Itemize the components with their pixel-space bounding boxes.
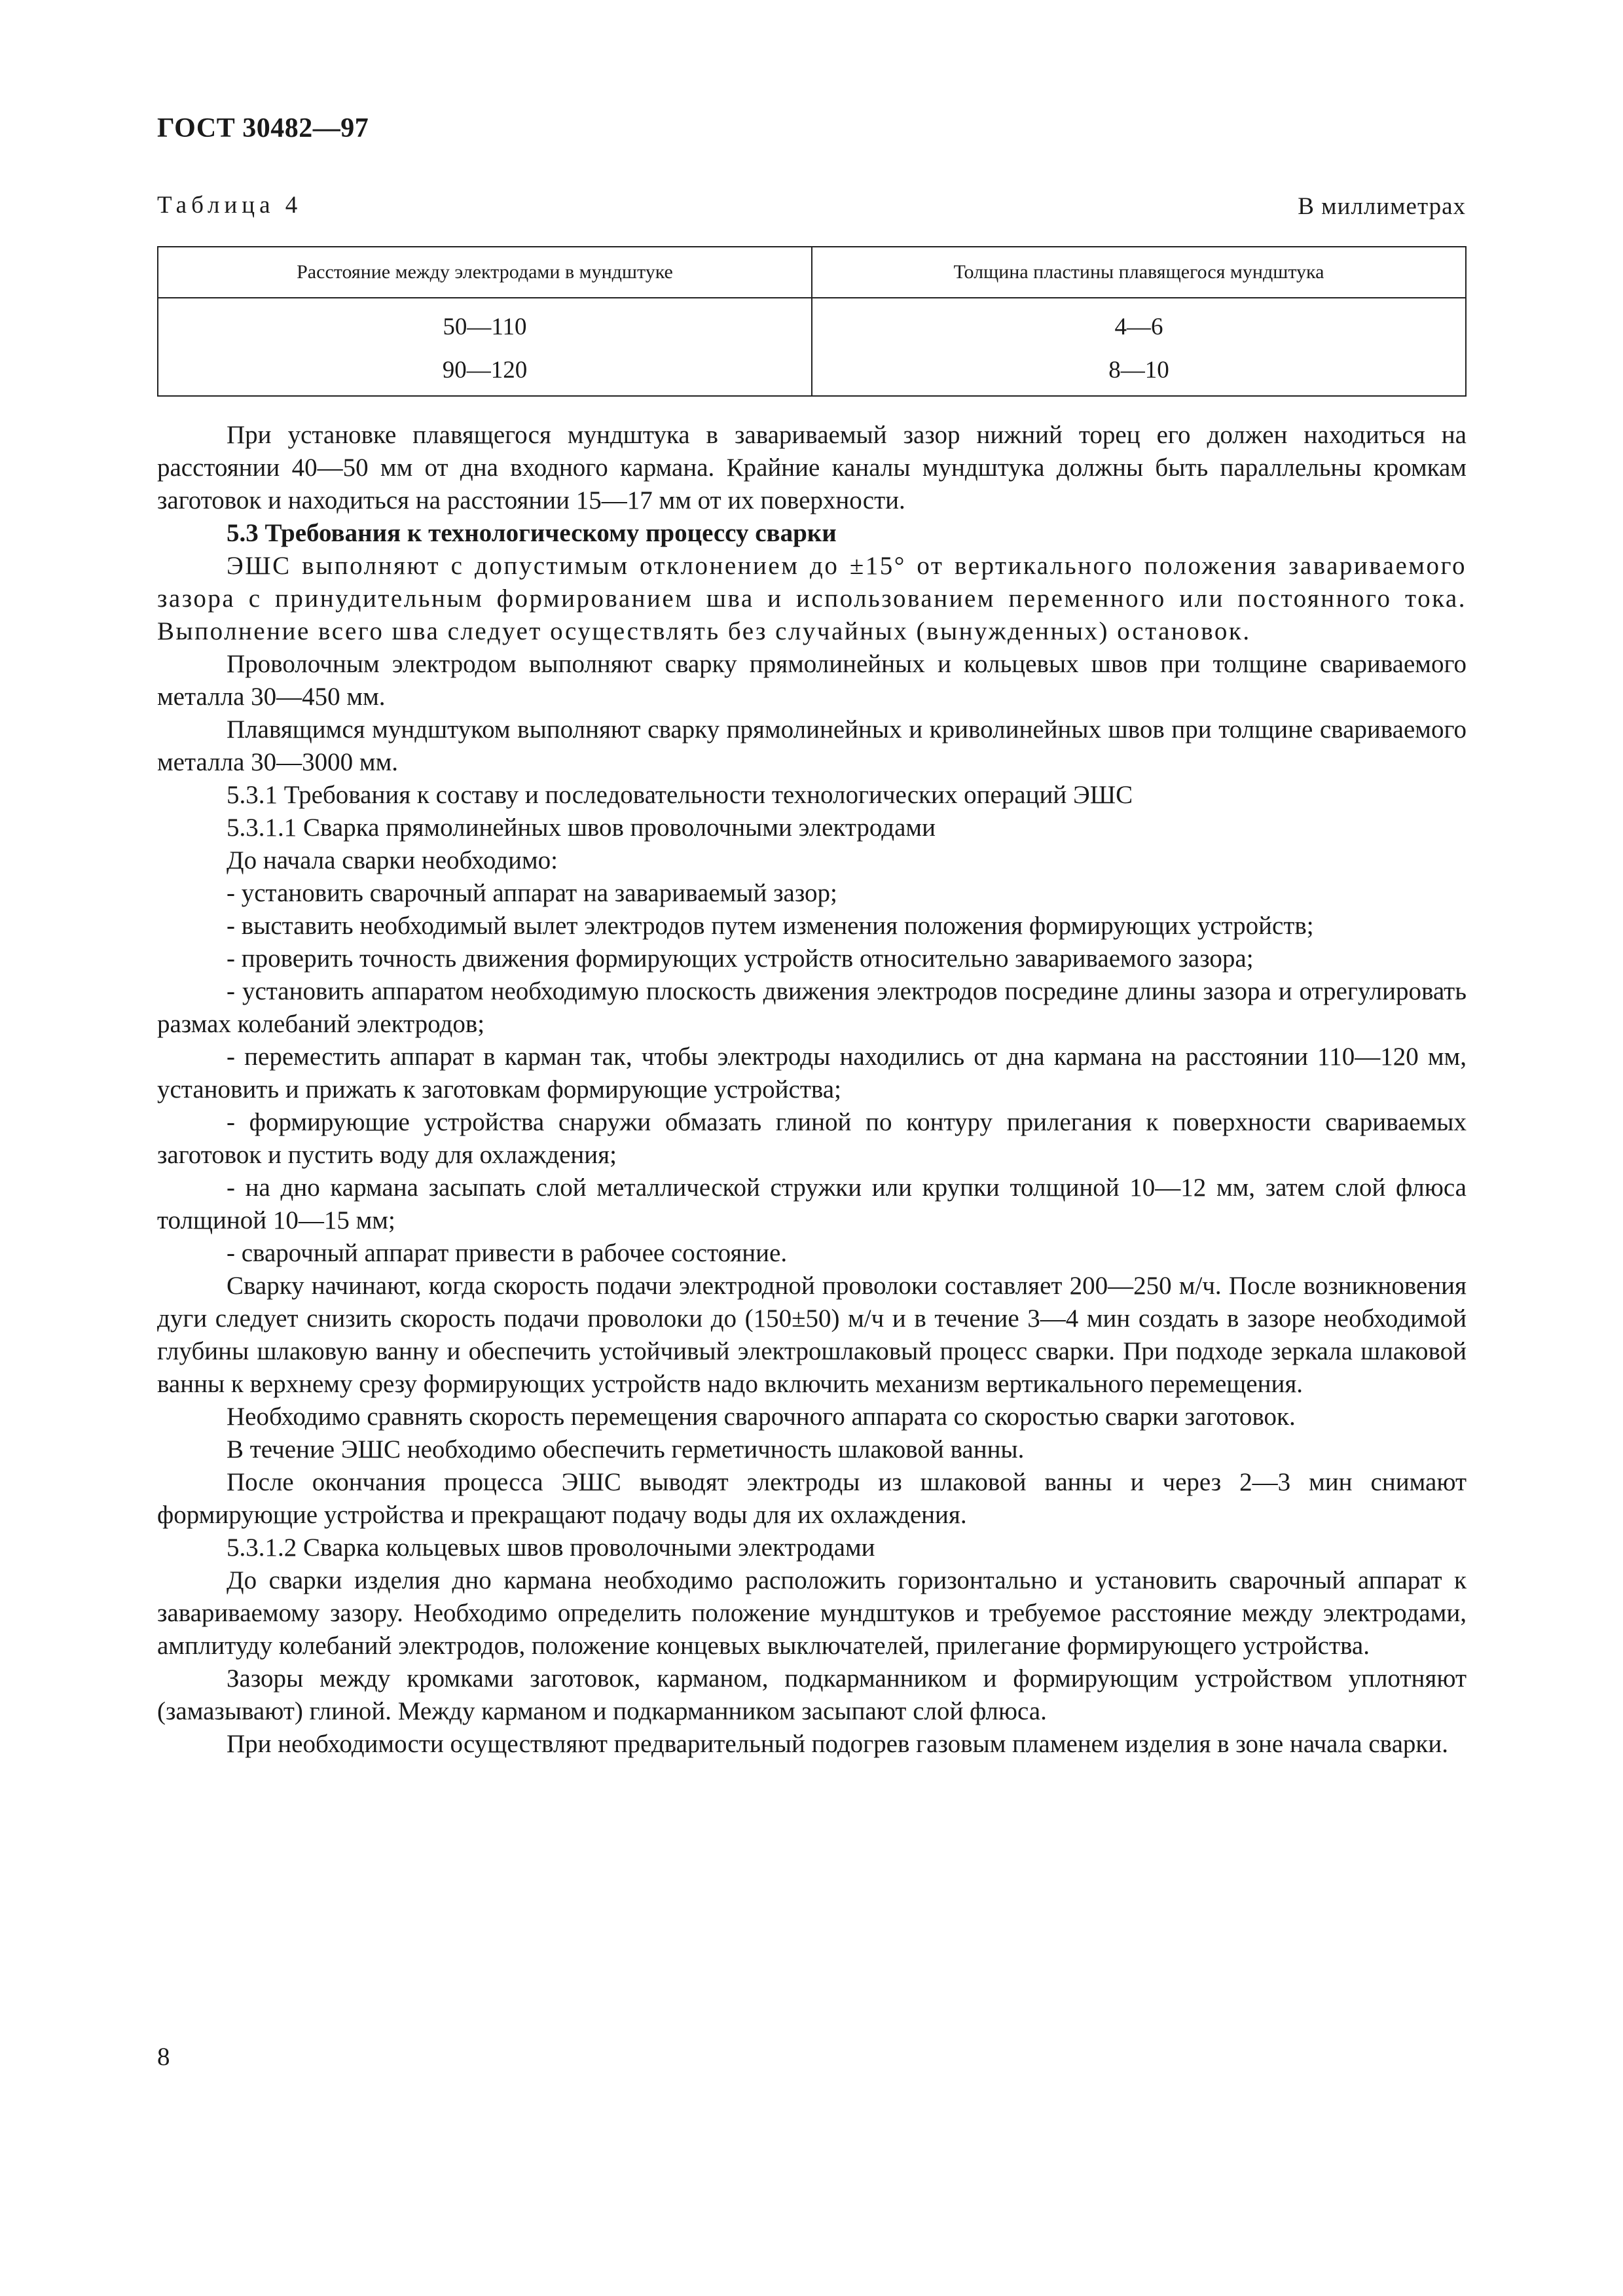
paragraph: В течение ЭШС необходимо обеспечить герметичность шлаковой ванны.	[227, 1435, 1025, 1463]
list-item: - выставить необходимый вылет электродов путем изменения положения формирующих устройств;	[227, 912, 1314, 940]
paragraph: До начала сварки необходимо:	[227, 846, 558, 874]
body-text	[157, 419, 1467, 1761]
list-item: - установить сварочный аппарат на завариваемый зазор;	[227, 879, 837, 907]
paragraph: ЭШС выполняют с допустимым отклонением до ±15° от вертикального положения завариваемого зазора с принудительным формированием шва и использованием переменного или постоянного тока. Выполнение всего шва следует осуществлять без случайных (вынужденных) остановок.	[157, 552, 1467, 645]
table-cell: 50—110	[158, 298, 812, 348]
page-number: 8	[157, 2043, 170, 2071]
document-code: ГОСТ 30482—97	[157, 113, 369, 143]
list-item: - на дно кармана засыпать слой металлической стружки или крупки толщиной 10—12 мм, затем слой флюса толщиной 10—15 мм;	[157, 1174, 1467, 1234]
section-heading: 5.3 Требования к технологическому процессу сварки	[227, 519, 837, 547]
table-header-row	[158, 247, 1466, 298]
paragraph: При установке плавящегося мундштука в завариваемый зазор нижний торец его должен находиться на расстоянии 40—50 мм от дна входного кармана. Крайние каналы мундштука должны быть параллельны кромкам заготовок и находиться на расстоянии 15—17 мм от их поверхности.	[157, 421, 1467, 514]
table-row	[158, 348, 1466, 396]
paragraph: После окончания процесса ЭШС выводят электроды из шлаковой ванны и через 2—3 мин снимают формирующие устройства и прекращают подачу воды для их охлаждения.	[157, 1468, 1467, 1529]
table-units: В миллиметрах	[1298, 193, 1466, 220]
subsection-heading: 5.3.1.1 Сварка прямолинейных швов проволочными электродами	[227, 814, 936, 842]
data-table	[157, 246, 1467, 397]
paragraph: При необходимости осуществляют предварительный подогрев газовым пламенем изделия в зоне начала сварки.	[227, 1730, 1448, 1758]
subsection-heading: 5.3.1.2 Сварка кольцевых швов проволочными электродами	[227, 1534, 875, 1562]
list-item: - проверить точность движения формирующих устройств относительно завариваемого зазора;	[227, 944, 1254, 973]
paragraph: Сварку начинают, когда скорость подачи электродной проволоки составляет 200—250 м/ч. После возникновения дуги следует снизить скорость подачи проволоки до (150±50) м/ч и в течение 3—4 мин создать в зазоре необходимой глубины шлаковую ванну и обеспечить устойчивый электрошлаковый процесс сварки. При подходе зеркала шлаковой ванны к верхнему срезу формирующих устройств надо включить механизм вертикального перемещения.	[157, 1272, 1467, 1398]
list-item: - формирующие устройства снаружи обмазать глиной по контуру прилегания к поверхности свариваемых заготовок и пустить воду для охлаждения;	[157, 1108, 1467, 1169]
list-item: - установить аппаратом необходимую плоскость движения электродов посредине длины зазора и отрегулировать размах колебаний электродов;	[157, 977, 1467, 1038]
subsection-heading: 5.3.1 Требования к составу и последовательности технологических операций ЭШС	[227, 781, 1133, 809]
paragraph: Плавящимся мундштуком выполняют сварку прямолинейных и криволинейных швов при толщине свариваемого металла 30—3000 мм.	[157, 715, 1467, 776]
table-cell: 90—120	[158, 348, 812, 396]
paragraph: До сварки изделия дно кармана необходимо расположить горизонтально и установить сварочный аппарат к завариваемому зазору. Необходимо определить положение мундштуков и требуемое расстояние между электродами, амплитуду колебаний электродов, положение концевых выключателей, прилегание формирующего устройства.	[157, 1566, 1467, 1660]
table-header-cell: Расстояние между электродами в мундштуке	[158, 247, 812, 298]
table-cell: 8—10	[812, 348, 1466, 396]
table-cell: 4—6	[812, 298, 1466, 348]
table-header-cell: Толщина пластины плавящегося мундштука	[812, 247, 1466, 298]
list-item: - переместить аппарат в карман так, чтобы электроды находились от дна кармана на расстоянии 110—120 мм, установить и прижать к заготовкам формирующие устройства;	[157, 1043, 1467, 1103]
list-item: - сварочный аппарат привести в рабочее состояние.	[227, 1239, 788, 1267]
paragraph: Необходимо сравнять скорость перемещения сварочного аппарата со скоростью сварки заготовок.	[227, 1403, 1296, 1431]
paragraph: Зазоры между кромками заготовок, карманом, подкарманником и формирующим устройством уплотняют (замазывают) глиной. Между карманом и подкарманником засыпают слой флюса.	[157, 1664, 1467, 1725]
table-caption: Таблица 4	[157, 192, 302, 219]
paragraph: Проволочным электродом выполняют сварку прямолинейных и кольцевых швов при толщине свариваемого металла 30—450 мм.	[157, 650, 1467, 711]
table-row	[158, 298, 1466, 348]
